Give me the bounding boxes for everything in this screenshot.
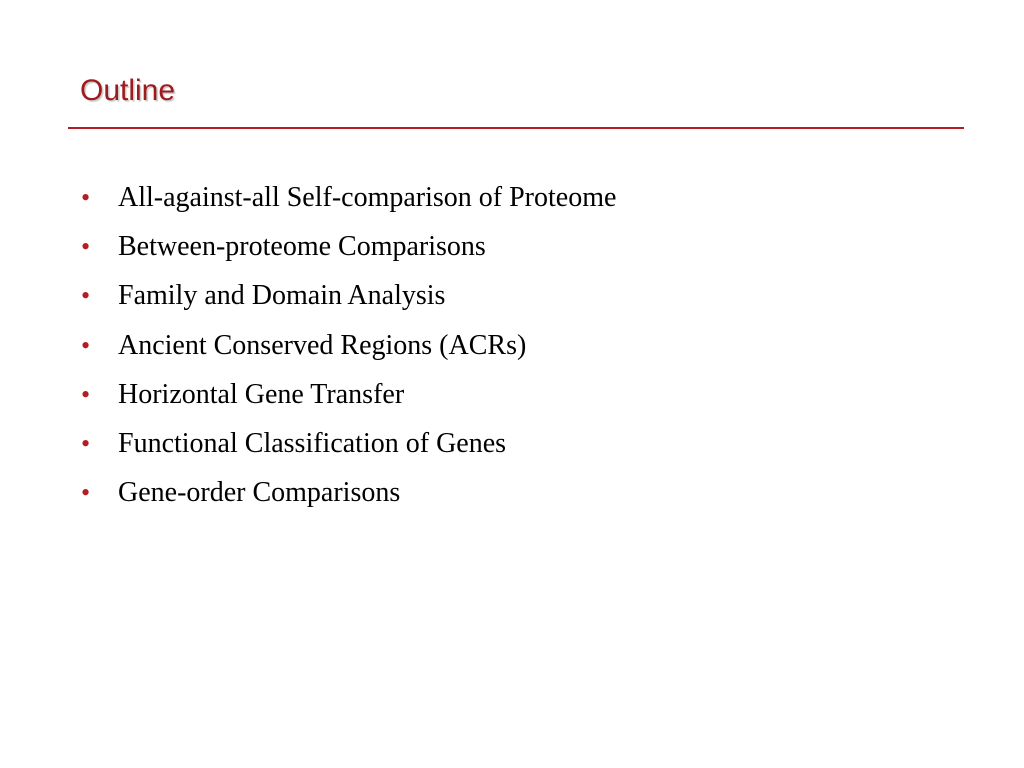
bullet-text: Functional Classification of Genes	[118, 427, 507, 459]
bullet-item	[0, 323, 1024, 372]
bullet-list	[0, 175, 1024, 519]
title-divider	[68, 127, 964, 129]
bullet-text: Horizontal Gene Transfer	[118, 378, 405, 410]
bullet-icon: •	[81, 281, 91, 311]
bullet-text: Ancient Conserved Regions (ACRs)	[118, 329, 527, 361]
bullet-item	[0, 372, 1024, 421]
bullet-icon: •	[81, 232, 91, 262]
bullet-item	[0, 421, 1024, 470]
bullet-item	[0, 273, 1024, 322]
bullet-item	[0, 470, 1024, 519]
slide-title: Outline	[80, 74, 176, 107]
bullet-text: Between-proteome Comparisons	[118, 231, 486, 263]
bullet-icon: •	[81, 379, 91, 409]
bullet-text: All-against-all Self-comparison of Proteome	[118, 182, 617, 213]
bullet-text: Gene-order Comparisons	[118, 477, 401, 509]
bullet-icon: •	[81, 183, 91, 212]
bullet-item	[0, 224, 1024, 273]
bullet-text: Family and Domain Analysis	[118, 280, 446, 312]
bullet-icon: •	[81, 330, 91, 360]
bullet-item	[0, 175, 1024, 224]
bullet-icon: •	[81, 428, 91, 458]
bullet-icon: •	[81, 478, 91, 508]
